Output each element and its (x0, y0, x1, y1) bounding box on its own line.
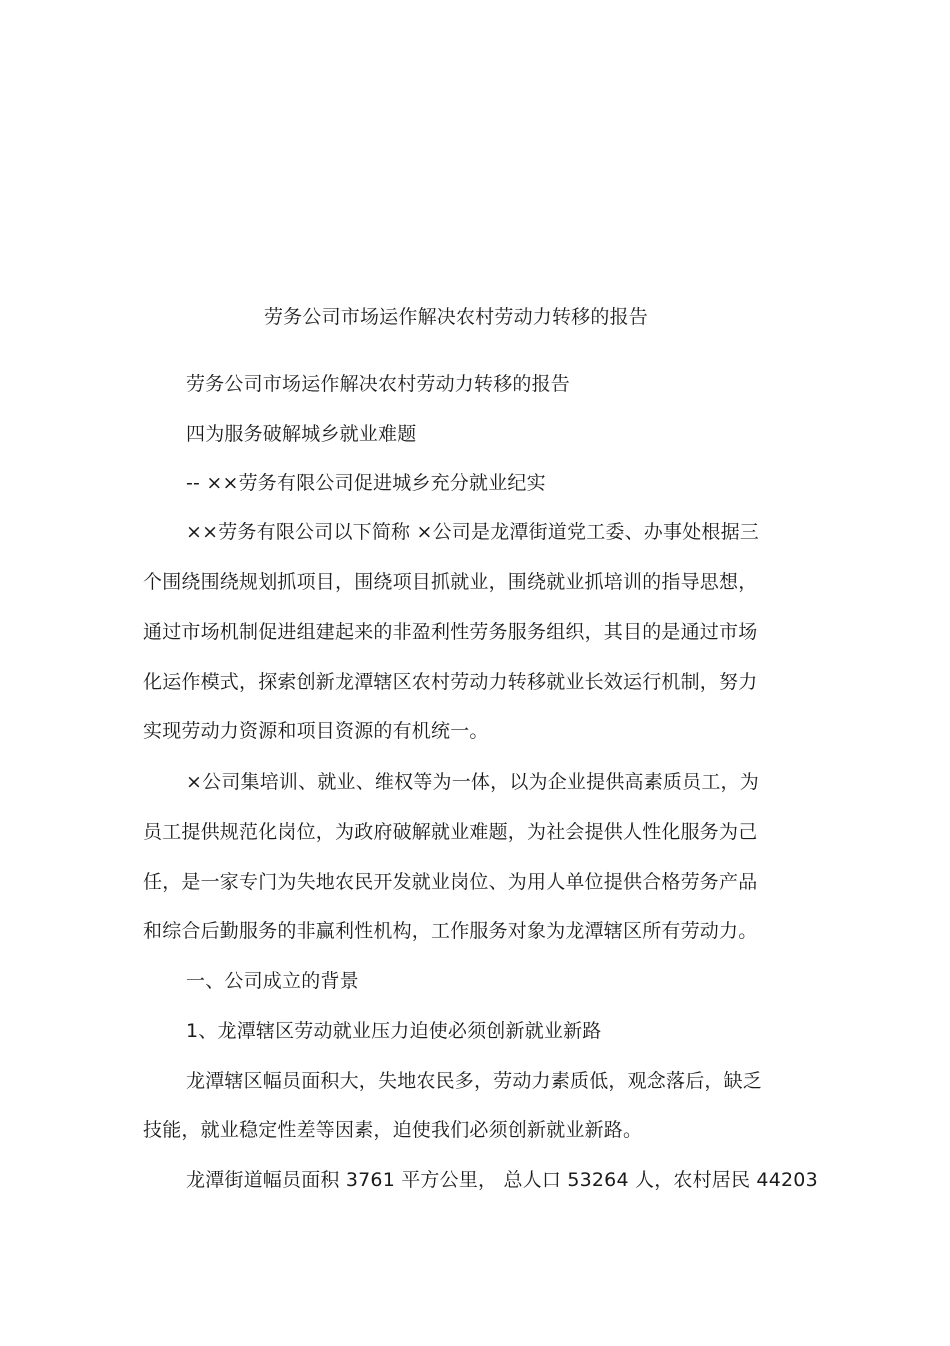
paragraph-line: 龙潭辖区幅员面积大，失地农民多，劳动力素质低，观念落后，缺乏 (186, 1070, 763, 1092)
paragraph-line: ×公司集培训、就业、维权等为一体，以为企业提供高素质员工，为 (186, 771, 759, 793)
paragraph-line: 化运作模式，探索创新龙潭辖区农村劳动力转移就业长效运行机制，努力 (143, 671, 758, 693)
paragraph-line: 个围绕围绕规划抓项目，围绕项目抓就业，围绕就业抓培训的指导思想， (143, 571, 758, 593)
document-title: 劳务公司市场运作解决农村劳动力转移的报告 (263, 306, 648, 328)
paragraph-line: 劳务公司市场运作解决农村劳动力转移的报告 (186, 373, 571, 395)
subsection-heading: 1、龙潭辖区劳动就业压力迫使必须创新就业新路 (186, 1020, 602, 1042)
paragraph-line: 通过市场机制促进组建起来的非盈利性劳务服务组织，其目的是通过市场 (143, 621, 758, 643)
paragraph-line: 龙潭街道幅员面积 3761 平方公里， 总人口 53264 人，农村居民 44203 (186, 1169, 818, 1191)
paragraph-line: 任，是一家专门为失地农民开发就业岗位、为用人单位提供合格劳务产品 (143, 871, 758, 893)
section-heading: 一、公司成立的背景 (186, 970, 359, 992)
paragraph-line: 和综合后勤服务的非赢利性机构，工作服务对象为龙潭辖区所有劳动力。 (143, 920, 758, 942)
paragraph-line: 员工提供规范化岗位，为政府破解就业难题，为社会提供人性化服务为己 (143, 821, 758, 843)
paragraph-line: 实现劳动力资源和项目资源的有机统一。 (143, 720, 489, 742)
paragraph-line: -- ××劳务有限公司促进城乡充分就业纪实 (186, 472, 546, 494)
paragraph-line: 技能，就业稳定性差等因素，迫使我们必须创新就业新路。 (143, 1119, 643, 1141)
paragraph-line: ××劳务有限公司以下简称 ×公司是龙潭街道党工委、办事处根据三 (186, 521, 760, 543)
paragraph-line: 四为服务破解城乡就业难题 (186, 423, 417, 445)
